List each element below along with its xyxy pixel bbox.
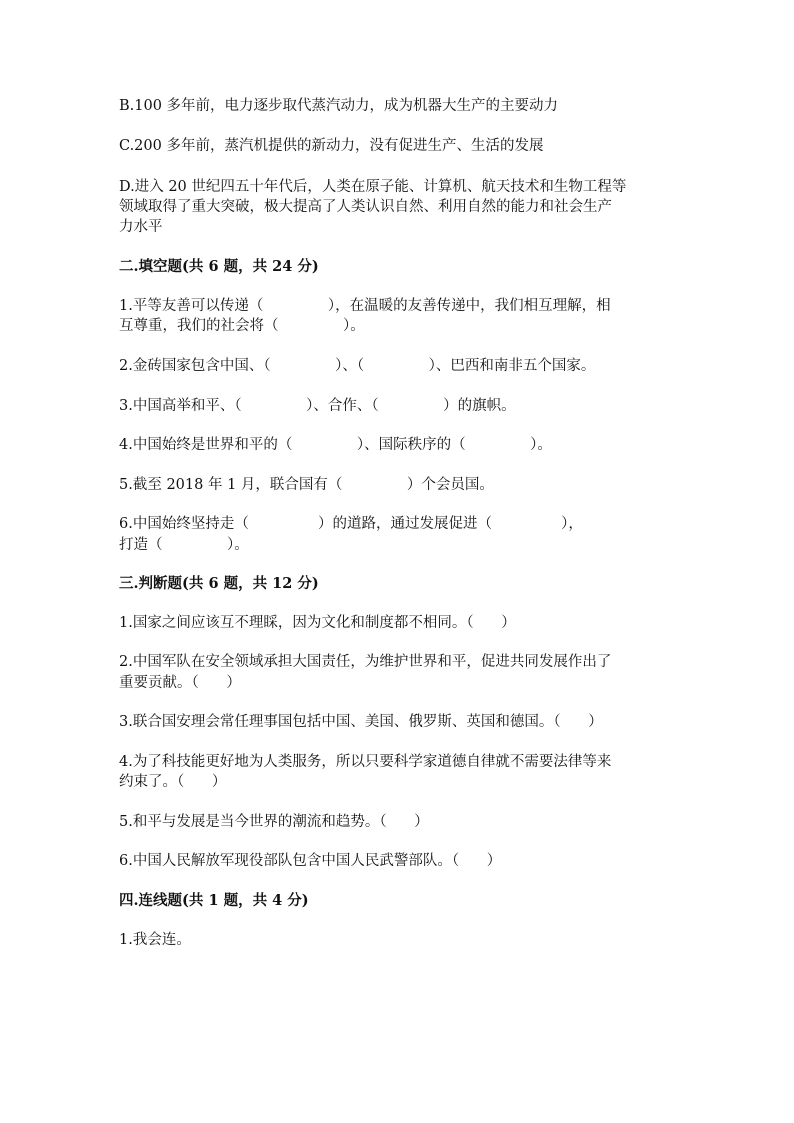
option-d-line-1: D.进入 20 世纪四五十年代后，人类在原子能、计算机、航天技术和生物工程等 [119,179,627,195]
judge-q3: 3.联合国安理会常任理事国包括中国、美国、俄罗斯、英国和德国。（ ） [119,714,603,730]
fill-section-header: 二.填空题(共 6 题，共 24 分) [119,258,319,275]
fill-q6-line-1: 6.中国始终坚持走（ ）的道路，通过发展促进（ ）， [119,516,583,532]
match-section-header: 四.连线题(共 1 题，共 4 分) [119,892,309,909]
option-b: B.100 多年前，电力逐步取代蒸汽动力，成为机器大生产的主要动力 [119,98,559,114]
option-d-line-2: 领域取得了重大突破，极大提高了人类认识自然、利用自然的能力和社会生产 [119,199,612,215]
fill-q5: 5.截至 2018 年 1 月，联合国有（ ）个会员国。 [119,477,494,493]
option-c: C.200 多年前，蒸汽机提供的新动力，没有促进生产、生活的发展 [119,138,544,154]
fill-q1-line-1: 1.平等友善可以传递（ ），在温暖的友善传递中，我们相互理解，相 [119,298,611,314]
judge-q6: 6.中国人民解放军现役部队包含中国人民武警部队。（ ） [119,853,502,869]
fill-q1-line-2: 互尊重，我们的社会将（ ）。 [119,318,365,334]
judge-q1: 1.国家之间应该互不理睬，因为文化和制度都不相同。（ ） [119,615,516,631]
judge-q2-line-2: 重要贡献。（ ） [119,675,241,691]
judge-q4-line-1: 4.为了科技能更好地为人类服务，所以只要科学家道德自律就不需要法律等来 [119,754,612,770]
judge-q5: 5.和平与发展是当今世界的潮流和趋势。（ ） [119,814,429,830]
option-d-line-3: 力水平 [119,219,163,235]
fill-q4: 4.中国始终是世界和平的（ ）、国际秩序的（ ）。 [119,437,552,453]
fill-q6-line-2: 打造（ ）。 [119,537,249,553]
judge-q4-line-2: 约束了。（ ） [119,774,227,790]
judge-section-header: 三.判断题(共 6 题，共 12 分) [119,575,319,592]
judge-q2-line-1: 2.中国军队在安全领域承担大国责任，为维护世界和平，促进共同发展作出了 [119,654,612,670]
fill-q2: 2.金砖国家包含中国、（ ）、（ ）、巴西和南非五个国家。 [119,358,596,374]
match-q1: 1.我会连。 [119,932,191,948]
fill-q3: 3.中国高举和平、（ ）、合作、（ ）的旗帜。 [119,398,516,414]
